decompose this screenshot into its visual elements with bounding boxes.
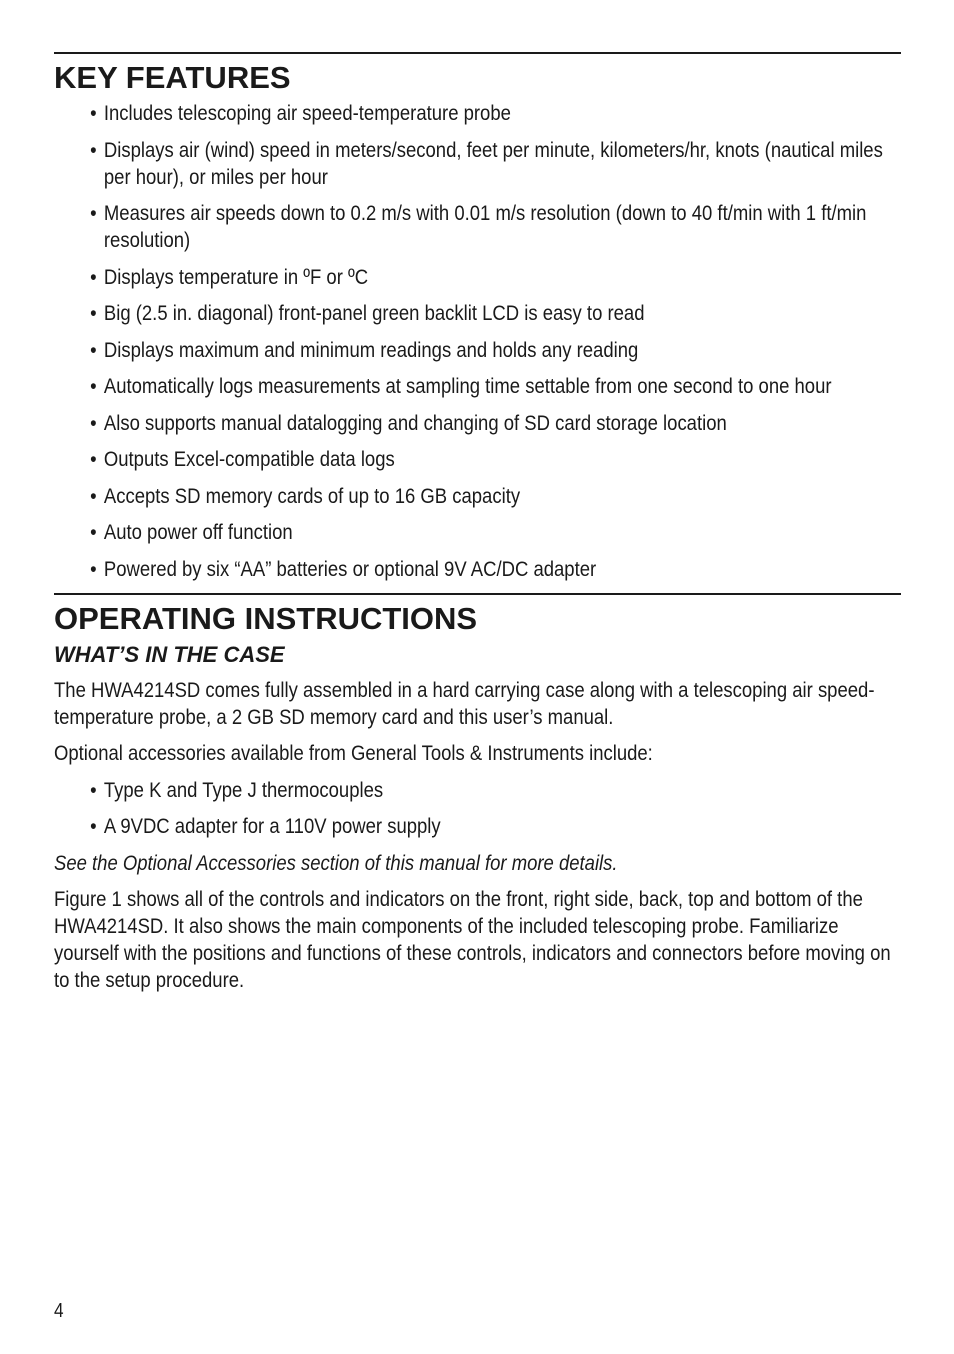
- key-features-heading: KEY FEATURES: [54, 60, 291, 95]
- section-rule: [54, 593, 901, 595]
- list-item: • Also supports manual datalogging and changing of SD card storage location: [90, 410, 899, 437]
- list-item: • Auto power off function: [90, 519, 899, 546]
- manual-page: [54, 52, 901, 1004]
- list-item: • Displays maximum and minimum readings and holds any reading: [90, 337, 899, 364]
- accessories-intro: Optional accessories available from General Tools & Instruments include:: [54, 741, 653, 765]
- section-rule: [54, 52, 901, 54]
- key-features-list: [54, 100, 899, 583]
- figure-paragraph: Figure 1 shows all of the controls and indicators on the front, right side, back, top and bottom of the HWA4214SD. It also shows the main components of the included telescoping probe. Familiarize yourself with the positions and functions of these controls, indicators and connectors before moving on to the setup procedure.: [54, 887, 891, 992]
- case-contents-paragraph: The HWA4214SD comes fully assembled in a hard carrying case along with a telescoping air speed-temperature probe, a 2 GB SD memory card and this user’s manual.: [54, 677, 875, 729]
- page-number: 4: [54, 1300, 64, 1322]
- list-item: • Displays air (wind) speed in meters/second, feet per minute, kilometers/hr, knots (nautical miles per hour), or miles per hour: [90, 137, 899, 191]
- list-item: • Measures air speeds down to 0.2 m/s with 0.01 m/s resolution (down to 40 ft/min with 1 ft/min resolution): [90, 200, 899, 254]
- list-item: • A 9VDC adapter for a 110V power supply: [90, 813, 899, 840]
- list-item: • Powered by six “AA” batteries or optional 9V AC/DC adapter: [90, 556, 899, 583]
- whats-in-the-case-heading: WHAT’S IN THE CASE: [54, 641, 285, 667]
- list-item: • Includes telescoping air speed-temperature probe: [90, 100, 899, 127]
- list-item: • Accepts SD memory cards of up to 16 GB capacity: [90, 483, 899, 510]
- accessories-list: [54, 777, 899, 841]
- list-item: • Type K and Type J thermocouples: [90, 777, 899, 804]
- operating-instructions-heading: OPERATING INSTRUCTIONS: [54, 600, 478, 636]
- key-features-body: [54, 100, 899, 583]
- list-item: • Outputs Excel-compatible data logs: [90, 446, 899, 473]
- operating-instructions-section: [54, 593, 901, 995]
- see-accessories-note: See the Optional Accessories section of this manual for more details.: [54, 850, 618, 875]
- list-item: • Automatically logs measurements at sampling time settable from one second to one hour: [90, 373, 899, 400]
- operating-instructions-body: [54, 677, 899, 995]
- list-item: • Displays temperature in ºF or ºC: [90, 264, 899, 291]
- list-item: • Big (2.5 in. diagonal) front-panel green backlit LCD is easy to read: [90, 300, 899, 327]
